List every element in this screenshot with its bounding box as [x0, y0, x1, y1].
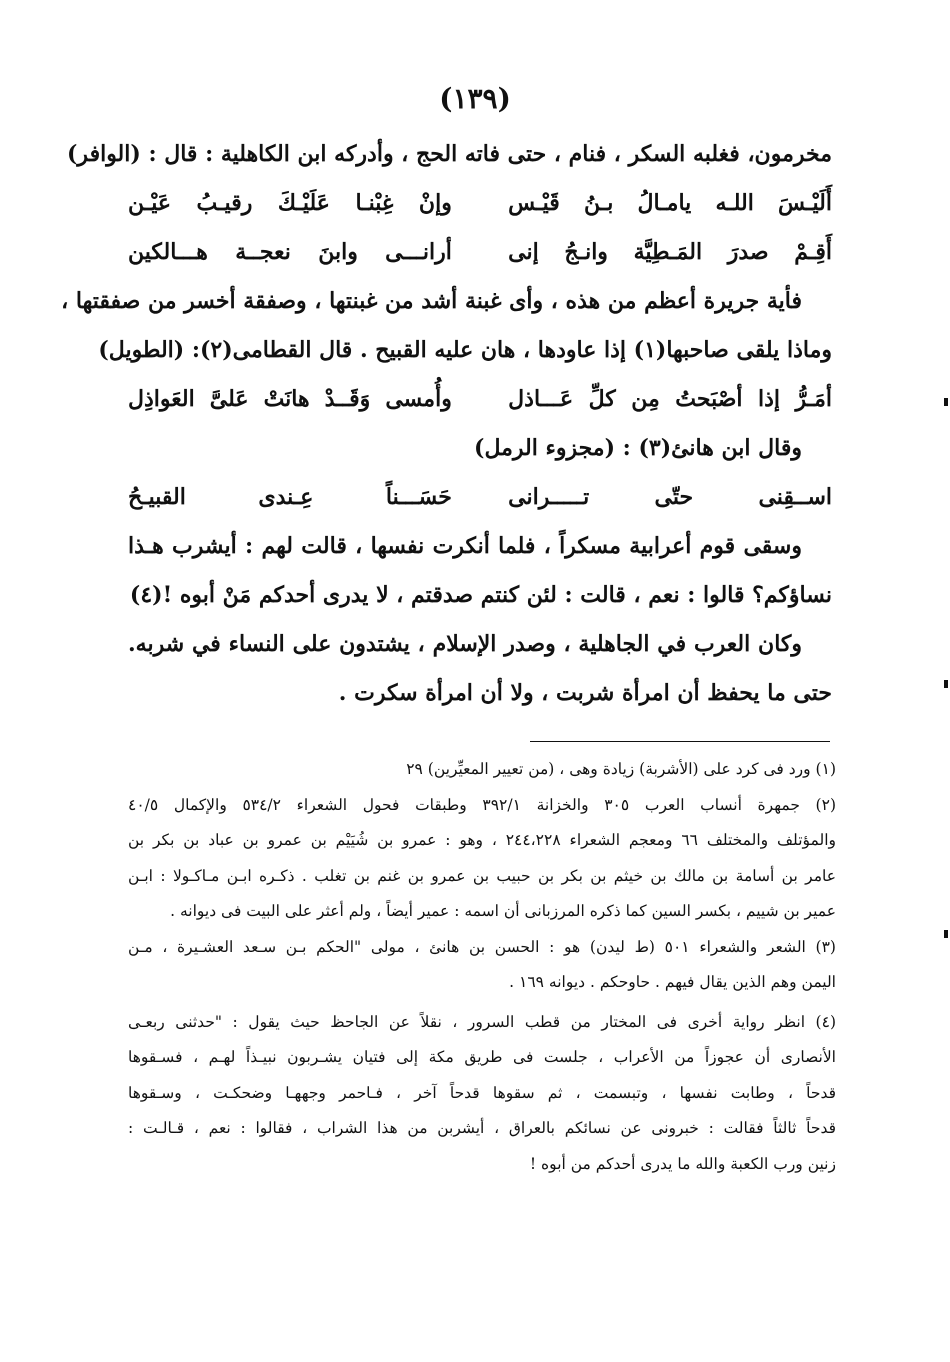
text-line: حتى ما يحفظ أن امرأة شربت ، ولا أن امرأة سكرت . — [338, 680, 832, 706]
verse-second-hemistich: حَسَـــناً عِـندى القبيـحُ — [128, 484, 452, 510]
scan-mark — [944, 398, 948, 406]
verse-first-hemistich: اســقِنى حتّى تـــــرانى — [508, 484, 832, 510]
footnote-separator — [530, 741, 830, 742]
footnote-line: (٤) انظر رواية أخرى فى المختار من قطب السرور ، نقلاً عن الجاحظ حيث يقول : "حدثنى ربعـى — [128, 1012, 836, 1031]
verse-line — [128, 375, 832, 424]
verse-second-hemistich: أرانـــى وابنَ نعجــة هـــالكين — [128, 239, 452, 265]
main-text — [61, 130, 832, 718]
footnote-line: الأنصارى أن عجوزاً من الأعراب ، جلست فى طريق مكة إلى فتيان يشـربون نبيـذاً لهـم ، فسـقوها — [128, 1048, 836, 1066]
footnote-line: قدحاً ، وطابت نفسها ، وتبسمت ، ثم سقوها قدحاً آخر ، فـاحمر وجههـا وضحكـت ، وسـقوها — [128, 1083, 836, 1102]
verse-line — [128, 179, 832, 228]
footnote-line: والمؤتلف والمختلف ٦٦ ومعجم الشعراء ٢٤٤،٢٢٨ ، وهو : عمرو بن شُيَيْم بن عمرو بن عباد بن بكر بن — [128, 831, 836, 849]
footnote-line: (٣) الشعر والشعراء ٥٠١ (ط ليدن) هو : الحسن بن هانئ ، مولى "الحكم بـن سـعد العشـيرة ، مـن — [128, 937, 836, 956]
verse-first-hemistich: أمَـرُّ إذا أصْبَحتُ مِن كلِّ عَـــاذل — [508, 386, 832, 412]
footnote-line: قدحاً ثالثاً فقالت : خبرونى عن نسائكم بالعراق ، أيشربن من هذا الشراب ، فقالوا : نعم ، قـالـت : — [128, 1119, 836, 1137]
verse-line — [128, 228, 832, 277]
verse-second-hemistich: وإنْ غِبْنـا عَلَيْـكَ رقيـبُ عَيْـن — [128, 190, 452, 216]
footnote-line: زنين ورب الكعبة والله ما يدرى أحدكم من أبوه ! — [529, 1154, 836, 1173]
text-line: فأية جريرة أعظم من هذه ، وأى غبنة أشد من غبنتها ، وصفقة أخسر من صفقتها ، — [61, 288, 802, 314]
verse-first-hemistich: أَقِـمْ صدرَ المَـطِيَّة وانـجُ إنى — [508, 239, 832, 265]
footnote-line: (٢) جمهرة أنساب العرب ٣٠٥ والخزانة ٣٩٢/١ وطبقات فحول الشعراء ٥٣٤/٢ والإكمال ٤٠/٥ — [128, 795, 836, 814]
text-line: مخرمون، فغلبه السكر ، فنام ، حتى فاته الحج ، وأدركه ابن الكاهلية : قال : (الوافر) — [67, 141, 832, 167]
scan-mark — [944, 930, 948, 938]
footnote-line: (١) ورد فى كرد على (الأشربة) زيادة وهى ، (من تعيير المعيِّرين) ٢٩ — [406, 760, 836, 778]
verse-line — [128, 473, 832, 522]
footnote-line: عامر بن أسامة بن مالك بن خيثم بن بكر بن حبيب بن عمرو بن غنم بن تغلب . ذكـره ابـن مـاكـولا : ابـن — [128, 866, 836, 885]
footnote-line: عمير بن شييم ، بكسر السين كما ذكره المرزبانى أن اسمه : عمير أيضاً ، ولم أعثر على البيت فى ديوانه . — [170, 902, 836, 920]
text-line: نساؤكم؟ قالوا : نعم ، قالت : لئن كنتم صدقتم ، لا يدرى أحدكم مَنْ أبوه !(٤) — [129, 582, 832, 608]
text-line: وقال ابن هانئ(٣) : (مجزوء الرمل) — [474, 435, 802, 461]
scan-mark — [944, 680, 948, 688]
text-line: وسقى قوم أعرابية مسكراً ، فلما أنكرت نفسها ، قالت لهم : أيشرب هـذا — [128, 533, 802, 559]
verse-first-hemistich: أَلَيْـسَ اللـه يامـالُ بـنُ قَيْـس — [508, 190, 832, 216]
footnote-line: اليمن وهم الذين يقال فيهم . حاوحكم . ديوانه ١٦٩ . — [509, 973, 836, 991]
text-line: وكان العرب في الجاهلية ، وصدر الإسلام ، يشتدون على النساء في شربه. — [128, 631, 802, 657]
verse-second-hemistich: وأُمسى وَقَــدْ هانَتْ عَلىَّ العَواذِل — [128, 386, 452, 412]
footnotes — [128, 752, 836, 1182]
text-line: وماذا يلقى صاحبها(١) إذا عاودها ، هان عليه القبيح . قال القطامى(٢): (الطويل) — [98, 337, 832, 363]
page-number: (١٣٩) — [439, 82, 511, 115]
